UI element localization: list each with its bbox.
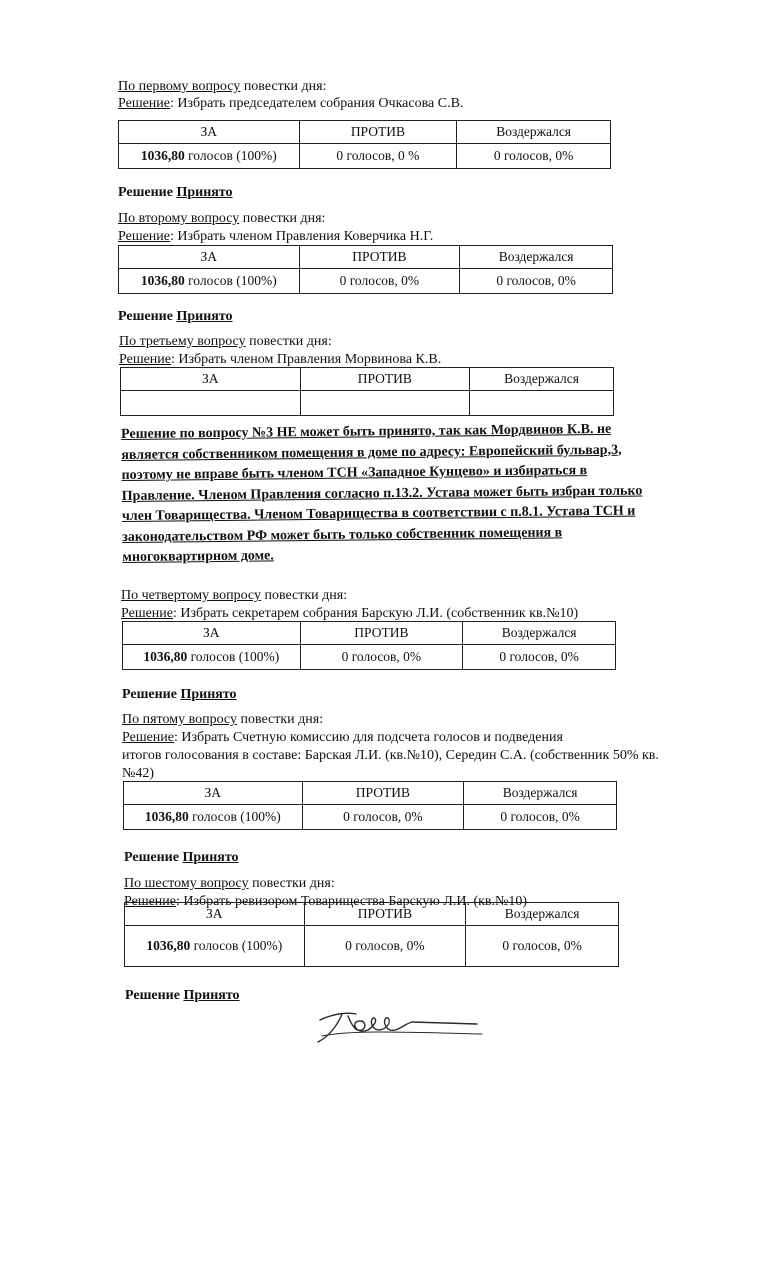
q3-rejection-notice: [121, 419, 712, 569]
q3-heading-link: По третьему вопросу: [119, 334, 246, 349]
q3-heading-rest: повестки дня:: [245, 334, 332, 349]
col-protiv: ПРОТИВ: [299, 246, 460, 269]
q3-decision-label: Решение: [119, 352, 172, 367]
q1-outcome-label: Решение: [118, 185, 177, 200]
notice-line: является собственником помещения в доме по адресу: Европейский бульвар,3,: [121, 442, 622, 463]
q3-vote-table: [120, 367, 614, 416]
q6-decision-text: : Избрать ревизором Товарищества Барскую Л.И. (кв.№10): [176, 894, 528, 909]
table-row: [119, 144, 611, 169]
q4-decision-label: Решение: [121, 606, 174, 621]
table-row: [125, 926, 619, 967]
col-vozd: Воздержался: [464, 782, 617, 805]
cell-za: [125, 926, 305, 967]
q6-heading-rest: повестки дня:: [248, 876, 335, 891]
cell-vozd: 0 голосов, 0%: [460, 269, 613, 294]
q4-heading-link: По четвертому вопросу: [121, 588, 261, 603]
q5-heading-link: По пятому вопросу: [122, 712, 237, 727]
za-number: 1036,80: [143, 649, 188, 664]
q2-outcome-label: Решение: [118, 309, 177, 324]
q5-decision: [122, 729, 563, 746]
q4-outcome-label: Решение: [122, 687, 181, 702]
q5-decision-label: Решение: [122, 730, 175, 745]
cell-protiv: 0 голосов, 0%: [299, 269, 460, 294]
q4-heading: [121, 587, 347, 604]
q6-vote-table: [124, 902, 619, 967]
q2-decision: [118, 228, 433, 245]
q5-heading-rest: повестки дня:: [236, 712, 324, 727]
q1-heading: [118, 78, 326, 95]
cell-protiv: [300, 391, 470, 416]
notice-line: Правление. Членом Правления согласно п.13.2. Устава может быть избран только: [121, 483, 643, 504]
za-rest: голосов (100%): [184, 273, 277, 288]
col-za: ЗА: [119, 246, 300, 269]
q1-vote-table: [118, 120, 611, 169]
q5-decision-line3: №42): [122, 766, 155, 781]
table-row: [119, 269, 613, 294]
q4-decision-text: : Избрать секретарем собрания Барскую Л.И. (собственник кв.№10): [173, 606, 579, 621]
col-vozd: Воздержался: [466, 903, 619, 926]
signature: [312, 1000, 492, 1050]
q5-outcome: [124, 849, 239, 866]
col-protiv: ПРОТИВ: [300, 622, 463, 645]
col-za: ЗА: [119, 121, 300, 144]
table-header-row: [123, 622, 616, 645]
q1-heading-rest: повестки дня:: [240, 79, 327, 94]
q6-outcome: [125, 987, 240, 1004]
q2-heading-link: По второму вопросу: [118, 211, 240, 226]
q4-outcome-value: Принято: [180, 687, 237, 702]
cell-za: [121, 391, 301, 416]
q4-vote-table: [122, 621, 616, 670]
za-number: 1036,80: [140, 273, 185, 288]
q2-outcome: [118, 308, 233, 325]
q2-outcome-value: Принято: [176, 309, 233, 324]
cell-vozd: 0 голосов, 0%: [466, 926, 619, 967]
cell-protiv: 0 голосов, 0%: [302, 805, 464, 830]
q5-decision-line2: итогов голосования в составе: Барская Л.И. (кв.№10), Середин С.А. (собственник 50% кв.: [122, 748, 659, 763]
q6-heading: [124, 875, 335, 892]
q2-heading-rest: повестки дня:: [239, 211, 326, 226]
za-rest: голосов (100%): [188, 809, 281, 824]
col-vozd: Воздержался: [470, 368, 614, 391]
cell-za: [123, 645, 301, 670]
q5-heading: [122, 711, 323, 728]
col-vozd: Воздержался: [463, 622, 616, 645]
table-row: [124, 805, 617, 830]
cell-protiv: 0 голосов, 0%: [304, 926, 466, 967]
col-protiv: ПРОТИВ: [300, 368, 470, 391]
cell-vozd: [470, 391, 614, 416]
za-rest: голосов (100%): [187, 649, 280, 664]
col-za: ЗА: [124, 782, 303, 805]
za-rest: голосов (100%): [184, 148, 277, 163]
q6-outcome-label: Решение: [125, 988, 184, 1003]
cell-protiv: 0 голосов, 0%: [300, 645, 463, 670]
notice-line: Решение по вопросу №3 НЕ может быть принято, так как Мордвинов К.В. не: [121, 421, 612, 442]
cell-za: [119, 144, 300, 169]
q2-vote-table: [118, 245, 613, 294]
col-za: ЗА: [121, 368, 301, 391]
za-rest: голосов (100%): [190, 938, 283, 953]
cell-vozd: 0 голосов, 0%: [463, 645, 616, 670]
q2-decision-text: : Избрать членом Правления Коверчика Н.Г.: [170, 229, 434, 244]
q6-decision-label: Решение: [124, 894, 177, 909]
col-vozd: Воздержался: [460, 246, 613, 269]
table-header-row: [125, 903, 619, 926]
q4-decision: [121, 605, 578, 622]
col-za: ЗА: [125, 903, 305, 926]
q1-outcome: [118, 184, 233, 201]
q1-outcome-value: Принято: [176, 185, 233, 200]
col-vozd: Воздержался: [457, 121, 611, 144]
q3-heading: [119, 333, 332, 350]
cell-protiv: 0 голосов, 0 %: [299, 144, 457, 169]
q3-decision-text: : Избрать членом Правления Морвинова К.В.: [171, 352, 442, 367]
cell-vozd: 0 голосов, 0%: [457, 144, 611, 169]
table-header-row: [124, 782, 617, 805]
q5-outcome-label: Решение: [124, 850, 183, 865]
q5-decision-text: : Избрать Счетную комиссию для подсчета голосов и подведения: [174, 730, 563, 745]
table-header-row: [119, 246, 613, 269]
q3-decision: [119, 351, 441, 368]
notice-line: законодательством РФ может быть только собственник помещения в: [122, 524, 563, 545]
col-za: ЗА: [123, 622, 301, 645]
notice-line: член Товарищества. Членом Товарищества в соответствии с п.8.1. Устава ТСН и: [121, 503, 636, 524]
q6-outcome-value: Принято: [183, 988, 240, 1003]
table-header-row: [119, 121, 611, 144]
q6-heading-link: По шестому вопросу: [124, 876, 249, 891]
table-row: [123, 645, 616, 670]
q2-heading: [118, 210, 325, 227]
cell-za: [119, 269, 300, 294]
q1-decision-label: Решение: [118, 96, 171, 111]
q1-decision: [118, 95, 463, 112]
za-number: 1036,80: [144, 809, 189, 824]
q5-vote-table: [123, 781, 617, 830]
cell-vozd: 0 голосов, 0%: [464, 805, 617, 830]
notice-line: поэтому не вправе быть членом ТСН «Западное Кунцево» и избираться в: [121, 463, 588, 483]
cell-za: [124, 805, 303, 830]
table-header-row: [121, 368, 614, 391]
q5-outcome-value: Принято: [182, 850, 239, 865]
za-number: 1036,80: [140, 148, 185, 163]
col-protiv: ПРОТИВ: [304, 903, 466, 926]
q1-heading-link: По первому вопросу: [118, 79, 241, 94]
q2-decision-label: Решение: [118, 229, 171, 244]
q4-outcome: [122, 686, 237, 703]
za-number: 1036,80: [146, 938, 191, 953]
q4-heading-rest: повестки дня:: [260, 588, 348, 603]
col-protiv: ПРОТИВ: [302, 782, 464, 805]
col-protiv: ПРОТИВ: [299, 121, 457, 144]
table-row: [121, 391, 614, 416]
q1-decision-text: : Избрать председателем собрания Очкасова С.В.: [170, 96, 464, 111]
notice-line: многоквартирном доме.: [122, 548, 274, 565]
